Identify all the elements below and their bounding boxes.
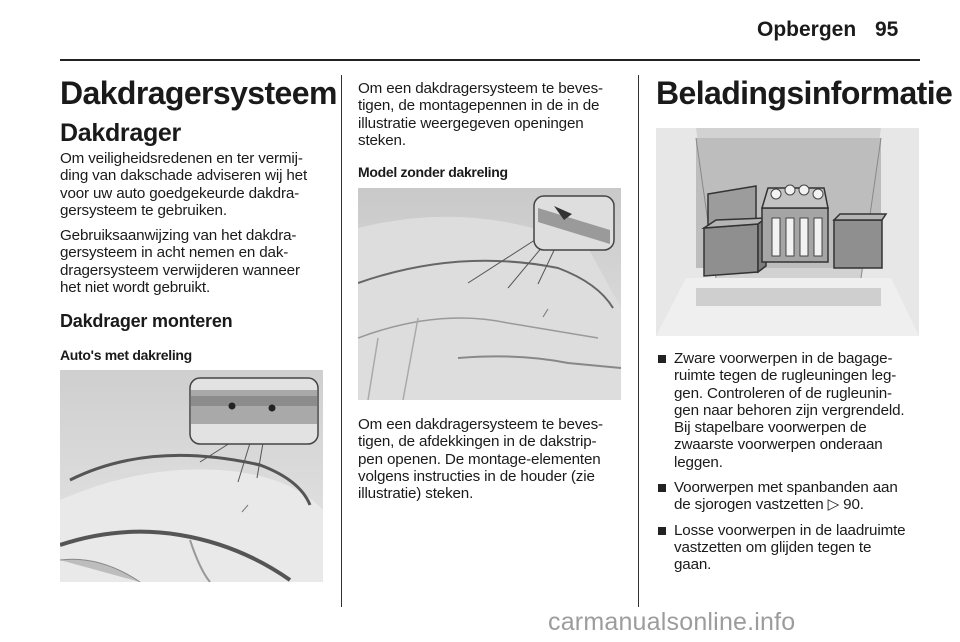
bullet-square-icon [658,484,666,492]
page-reference-link[interactable]: de sjorogen vastzetten ▷ 90. [674,496,864,514]
bullet-square-icon [658,355,666,363]
column-divider-1 [341,75,342,607]
paragraph-covers: Om een dakdragersysteem te beves- tigen, de afdekkingen in de dakstrip- pen openen. De montage-elementen volgens instructies in de houder (zie illustratie) steken. [358,416,603,503]
page-header [0,0,960,62]
section-title: Opbergen [757,18,857,41]
list-item: Voorwerpen met spanbanden aan de sjorogen vastzetten ▷ 90. [656,479,926,514]
main-heading: Dakdragersysteem [60,75,337,111]
column-2-lower [358,416,626,502]
subheading-dakdrager: Dakdrager [60,119,181,147]
paragraph-instructions: Gebruiksaanwijzing van het dakdra- gersysteem in acht nemen en dak- dragersysteem verwijderen wanneer het niet wordt gebruikt. [60,227,300,297]
bullet-square-icon [658,527,666,535]
figure-cargo-area [656,128,919,336]
column-3-list [656,350,926,582]
list-item: Losse voorwerpen in de laadruimte vastzetten om glijden tegen te gaan. [656,522,926,574]
column-1 [60,70,337,364]
paragraph-safety: Om veiligheidsredenen en ter vermij- ding van dakschade adviseren wij het voor uw auto goedgekeurde dakdra- gersysteem te gebruiken. [60,150,308,219]
paragraph-pins: Om een dakdragersysteem te beves- tigen, de montagepennen in de in de illustratie weergegeven openingen steken. [358,80,603,149]
subheading-monteren: Dakdrager monteren [60,311,233,332]
label-with-roof-rail: Auto's met dakreling [60,347,192,364]
page-number: 95 [875,18,899,41]
header-rule [60,59,920,61]
heading-loading-info: Beladingsinformatie [656,75,953,111]
list-item: Zware voorwerpen in de bagage- ruimte tegen de rugleuningen leg- gen. Controleren of de rugleunin- gen naar behoren zijn vergrendeld. Bij stapelbare voorwerpen de zwaarste voorwerpen onderaan leggen. [656,350,926,471]
watermark: carmanualsonline.info [548,608,796,636]
column-divider-2 [638,75,639,607]
column-3 [656,74,953,112]
label-without-roof-rail: Model zonder dakreling [358,164,508,181]
figure-roof-no-rail [358,188,621,400]
figure-roof-rail [60,370,323,582]
column-2 [358,80,626,181]
loading-bullets [656,350,926,574]
